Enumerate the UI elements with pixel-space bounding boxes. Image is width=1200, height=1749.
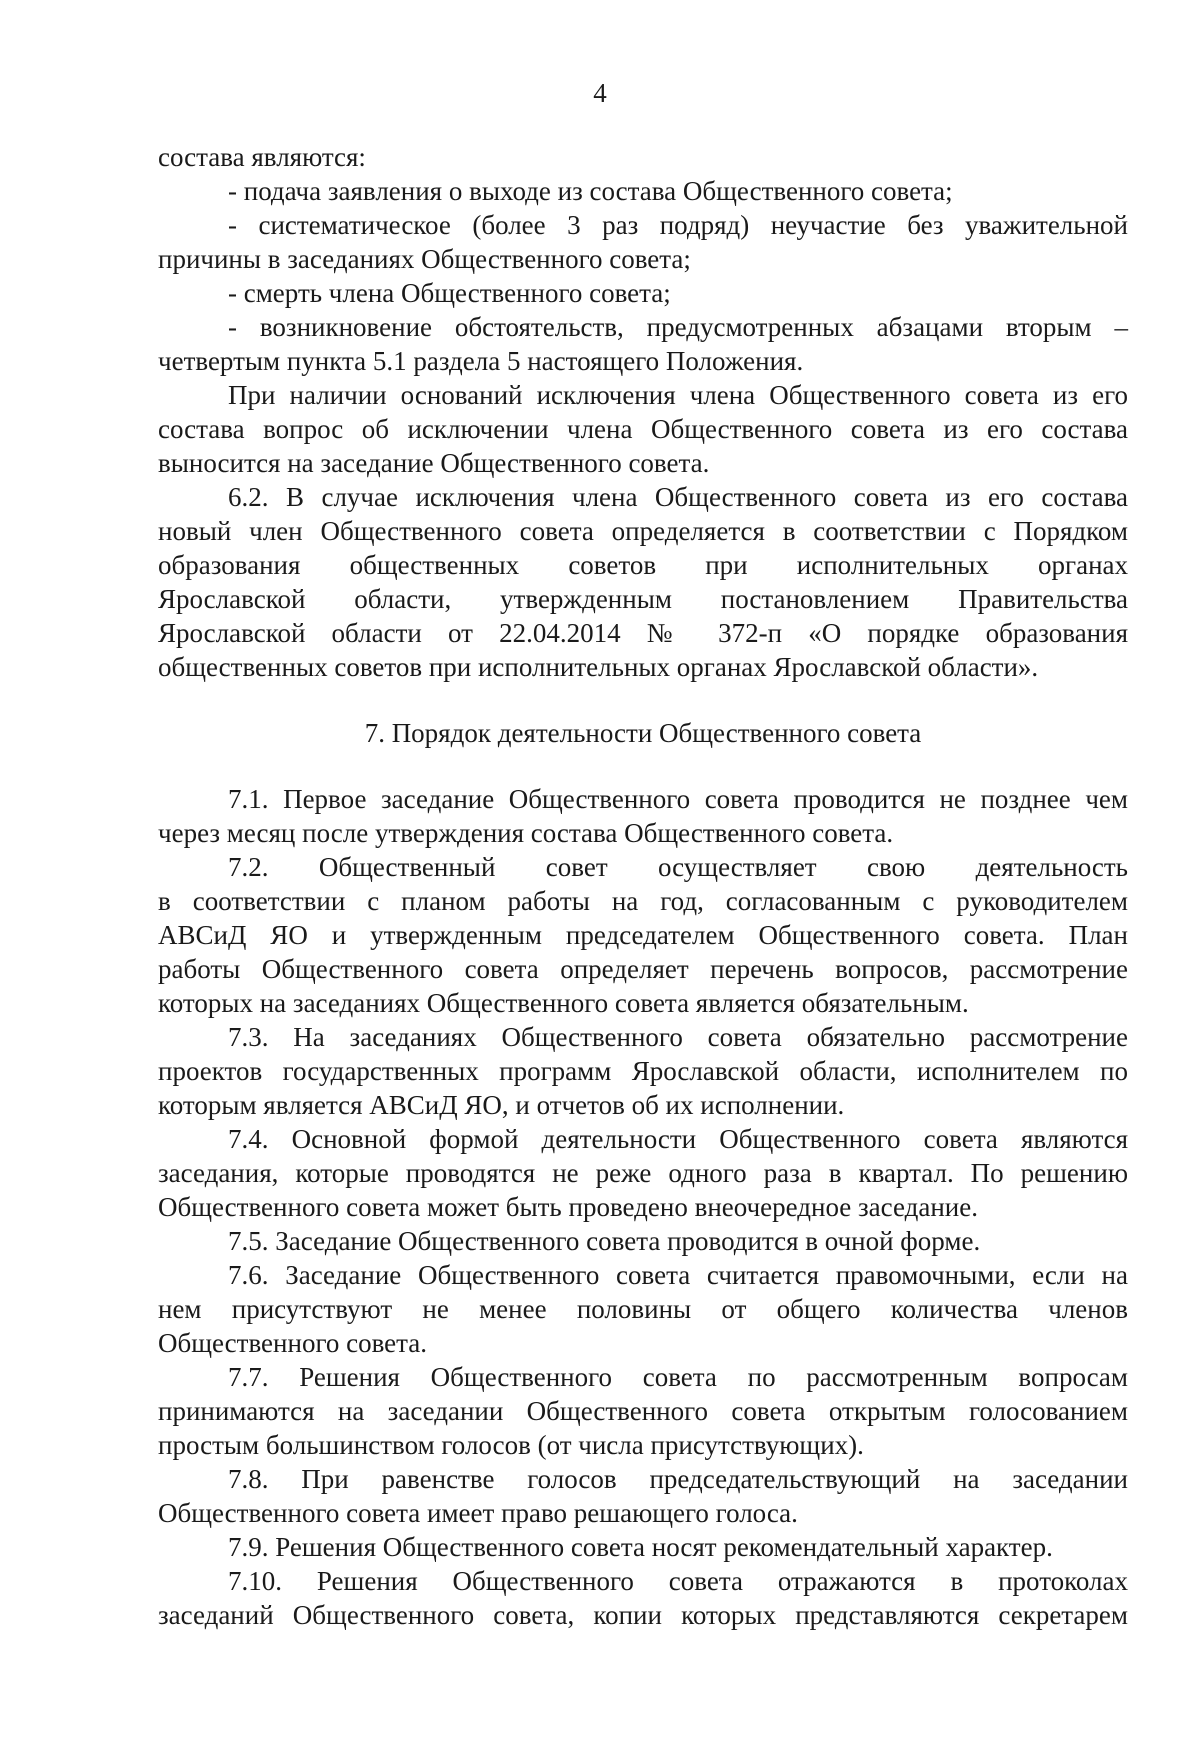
paragraph-line: 7.2. Общественный совет осуществляет свою деятельность — [228, 852, 1128, 882]
text-line: которым является АВСиД ЯО, и отчетов об их исполнении. — [158, 1090, 845, 1120]
list-item: - смерть члена Общественного совета; — [228, 278, 671, 308]
text-line: заседаний Общественного совета, копии которых представляются секретарем — [158, 1600, 1128, 1630]
paragraph-line: 7.9. Решения Общественного совета носят рекомендательный характер. — [228, 1532, 1053, 1562]
text-line: работы Общественного совета определяет перечень вопросов, рассмотрение — [158, 954, 1128, 984]
text-line: нем присутствуют не менее половины от общего количества членов — [158, 1294, 1128, 1324]
paragraph-line: 7.3. На заседаниях Общественного совета обязательно рассмотрение — [228, 1022, 1128, 1052]
paragraph-line: 7.10. Решения Общественного совета отражаются в протоколах — [228, 1566, 1128, 1596]
text-line: которых на заседаниях Общественного совета является обязательным. — [158, 988, 969, 1018]
text-line: Общественного совета может быть проведено внеочередное заседание. — [158, 1192, 978, 1222]
paragraph-line: 7.6. Заседание Общественного совета считается правомочными, если на — [228, 1260, 1128, 1290]
text-line: Общественного совета имеет право решающего голоса. — [158, 1498, 798, 1528]
text-line: в соответствии с планом работы на год, согласованным с руководителем — [158, 886, 1128, 916]
text-line: состава вопрос об исключении члена Общественного совета из его состава — [158, 414, 1128, 444]
text-line: принимаются на заседании Общественного совета открытым голосованием — [158, 1396, 1128, 1426]
section-heading: 7. Порядок деятельности Общественного совета — [364, 718, 922, 748]
text-line: состава являются: — [158, 142, 366, 172]
text-line: проектов государственных программ Ярославской области, исполнителем по — [158, 1056, 1128, 1086]
text-line: выносится на заседание Общественного совета. — [158, 448, 710, 478]
list-item: - систематическое (более 3 раз подряд) неучастие без уважительной — [228, 210, 1128, 240]
text-line: Общественного совета. — [158, 1328, 428, 1358]
list-item: - подача заявления о выходе из состава Общественного совета; — [228, 176, 953, 206]
text-line: причины в заседаниях Общественного совета; — [158, 244, 691, 274]
paragraph-line: При наличии оснований исключения члена Общественного совета из его — [228, 380, 1128, 410]
text-line: АВСиД ЯО и утвержденным председателем Общественного совета. План — [158, 920, 1128, 950]
text-line: образования общественных советов при исполнительных органах — [158, 550, 1128, 580]
paragraph-line: 7.1. Первое заседание Общественного совета проводится не позднее чем — [228, 784, 1128, 814]
paragraph-line: 7.7. Решения Общественного совета по рассмотренным вопросам — [228, 1362, 1128, 1392]
text-line: заседания, которые проводятся не реже одного раза в квартал. По решению — [158, 1158, 1128, 1188]
paragraph-line: 7.8. При равенстве голосов председательствующий на заседании — [228, 1464, 1128, 1494]
paragraph-line: 7.4. Основной формой деятельности Общественного совета являются — [228, 1124, 1128, 1154]
paragraph-line: 7.5. Заседание Общественного совета проводится в очной форме. — [228, 1226, 981, 1256]
text-line: четвертым пункта 5.1 раздела 5 настоящего Положения. — [158, 346, 804, 376]
paragraph-line: 6.2. В случае исключения члена Общественного совета из его состава — [228, 482, 1128, 512]
text-line: Ярославской области от 22.04.2014 № 372-п «О порядке образования — [158, 618, 1128, 648]
text-line: новый член Общественного совета определяется в соответствии с Порядком — [158, 516, 1128, 546]
text-line: простым большинством голосов (от числа присутствующих). — [158, 1430, 864, 1460]
text-line: Ярославской области, утвержденным постановлением Правительства — [158, 584, 1128, 614]
text-line: общественных советов при исполнительных органах Ярославской области». — [158, 652, 1039, 682]
list-item: - возникновение обстоятельств, предусмотренных абзацами вторым – — [228, 312, 1128, 342]
text-line: через месяц после утверждения состава Общественного совета. — [158, 818, 894, 848]
page-number: 4 — [593, 78, 607, 108]
